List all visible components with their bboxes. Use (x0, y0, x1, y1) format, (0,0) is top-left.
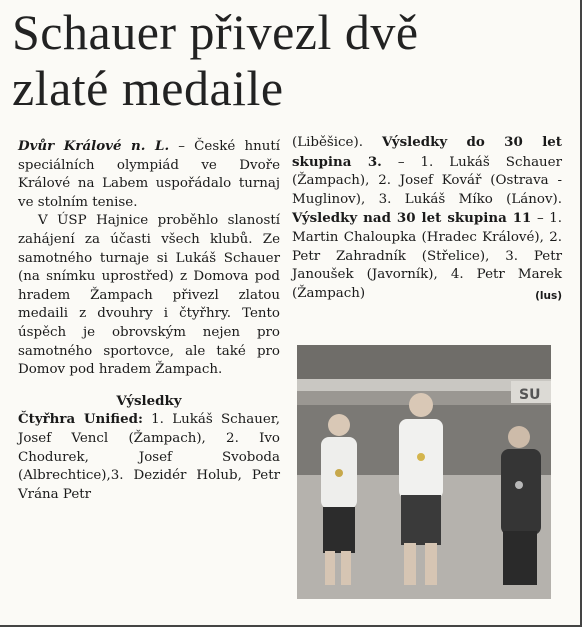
under30-text: – 1. Lukáš Schauer (Žampach), 2. Josef Kovář (Ostrava - Muglinov), 3. Lukáš Míko (Lánov). (292, 154, 563, 207)
author-signature: (lus) (535, 289, 562, 302)
article-column-right (292, 133, 562, 305)
doubles-text: 1. Lukáš Schauer, Josef Vencl (Žampach), 2. Ivo Chodurek, Josef Svoboda (Albrechtice),3. Dezidér Holub, Petr Vrána Petr (18, 412, 280, 502)
doubles-results (18, 410, 280, 504)
doubles-continuation: (Liběšice). (292, 135, 382, 150)
doubles-label: Čtyřhra Unified: (18, 411, 143, 428)
headline (12, 4, 572, 116)
under30-label: Výsledky do 30 let skupina 3. (292, 134, 562, 170)
results-heading: Výsledky (116, 392, 182, 409)
headline-line-1: Schauer přivezl dvě (12, 4, 419, 60)
over30-label: Výsledky nad 30 let skupina 11 (292, 210, 532, 227)
article-column-left (18, 137, 280, 504)
headline-line-2: zlaté medaile (12, 60, 284, 116)
lead-paragraph (18, 137, 280, 212)
body-paragraph: V ÚSP Hajnice proběhlo slaností zahájení za účasti všech klubů. Ze samotného turnaje si Lukáš Schauer (na snímku uprostřed) z Domova pod hradem Žampach přivezl zlatou medaili z dvouhry i čtyřhry. Tento úspěch je obrovským nejen pro samotného sportovce, ale také pro Domov pod hradem Žampach. (18, 213, 280, 378)
over30-text: – 1. Martin Chaloupka (Hradec Králové), 2. Petr Zahradník (Střelice), 3. Petr Janoušek (Javorník), 4. Petr Marek (Žampach) (292, 211, 563, 301)
photo-medal-winners (297, 345, 551, 599)
photo-banner-text: SU (519, 387, 541, 403)
lead-text: – České hnutí speciálních olympiád ve Dvoře Králové na Labem uspořádalo turnaj ve stolním tenise. (18, 139, 280, 210)
results-paragraph (292, 133, 562, 303)
photo-illustration (297, 345, 551, 599)
athlete-right (501, 426, 541, 585)
dateline-place: Dvůr Králové n. L. (18, 138, 170, 154)
